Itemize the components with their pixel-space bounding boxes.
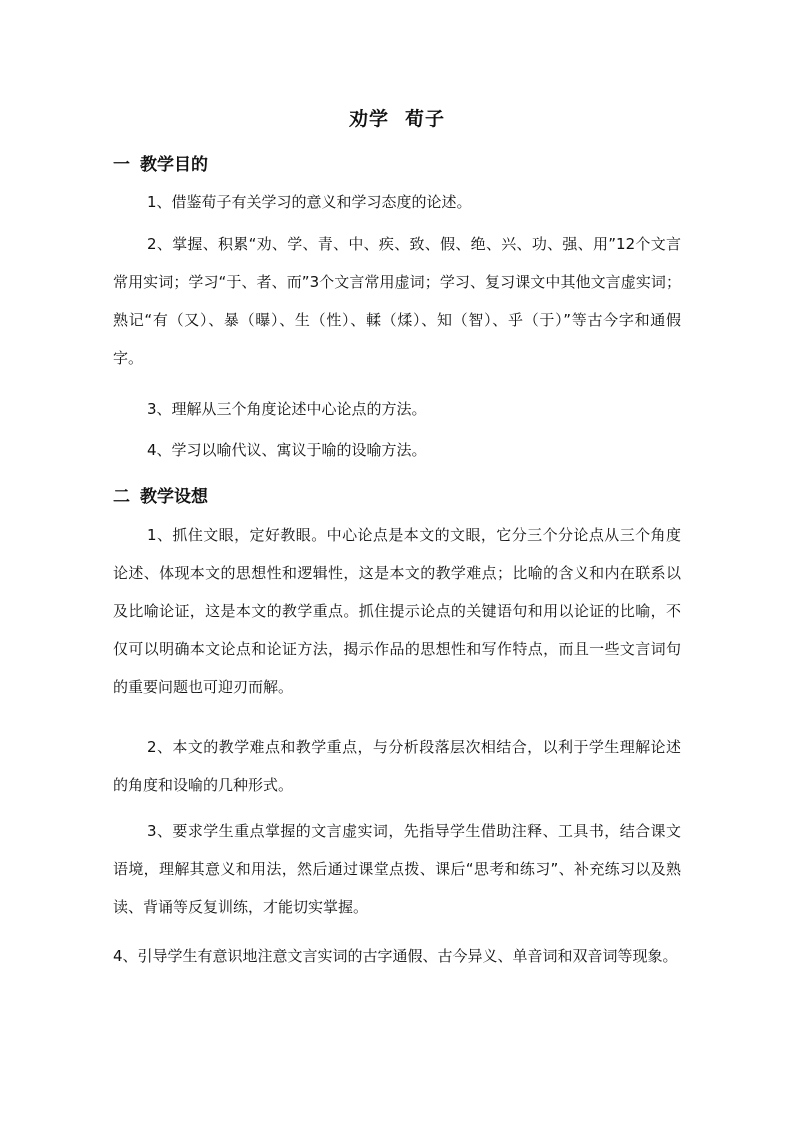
design-item-3: 3、要求学生重点掌握的文言虚实词，先指导学生借助注释、工具书，结合课文语境，理解其意义和用法，然后通过课堂点拨、课后“思考和练习”、补充练习以及熟读、背诵等反复训练，才能切实掌握。 [113, 822, 681, 916]
section-heading-design [113, 482, 208, 507]
design-item-2: 2、本文的教学难点和教学重点，与分析段落层次相结合，以利于学生理解论述的角度和设喻的几种形式。 [113, 738, 681, 794]
section-number: 一 [113, 155, 130, 175]
title-author: 荀子 [405, 108, 446, 130]
section-number: 二 [113, 487, 130, 507]
design-item-4: 4、引导学生有意识地注意文言实词的古字通假、古今异义、单音词和双音词等现象。 [113, 947, 678, 965]
section-title: 教学目的 [140, 155, 208, 175]
objective-item-2: 2、掌握、积累“劝、学、青、中、疾、致、假、绝、兴、功、强、用”12个文言常用实词；学习“于、者、而”3个文言常用虚词；学习、复习课文中其他文言虚实词；熟记“有（又）、暴（曝）、生（性）、輮（煣）、知（智）、乎（于）”等古今字和通假字。 [113, 235, 681, 367]
objective-item-1: 1、借鉴荀子有关学习的意义和学习态度的论述。 [147, 193, 472, 211]
title-main: 劝学 [348, 108, 389, 130]
objective-item-4: 4、学习以喻代议、寓议于喻的设喻方法。 [147, 441, 427, 459]
design-item-1: 1、抓住文眼，定好教眼。中心论点是本文的文眼，它分三个分论点从三个角度论述、体现本文的思想性和逻辑性，这是本文的教学难点；比喻的含义和内在联系以及比喻论证，这是本文的教学重点。抓住提示论点的关键语句和用以论证的比喻，不仅可以明确本文论点和论证方法，揭示作品的思想性和写作特点，而且一些文言词句的重要问题也可迎刃而解。 [113, 526, 681, 696]
section-title: 教学设想 [140, 487, 208, 507]
objective-item-3: 3、理解从三个角度论述中心论点的方法。 [147, 400, 427, 418]
document-title [0, 104, 794, 131]
section-heading-objectives [113, 150, 208, 175]
